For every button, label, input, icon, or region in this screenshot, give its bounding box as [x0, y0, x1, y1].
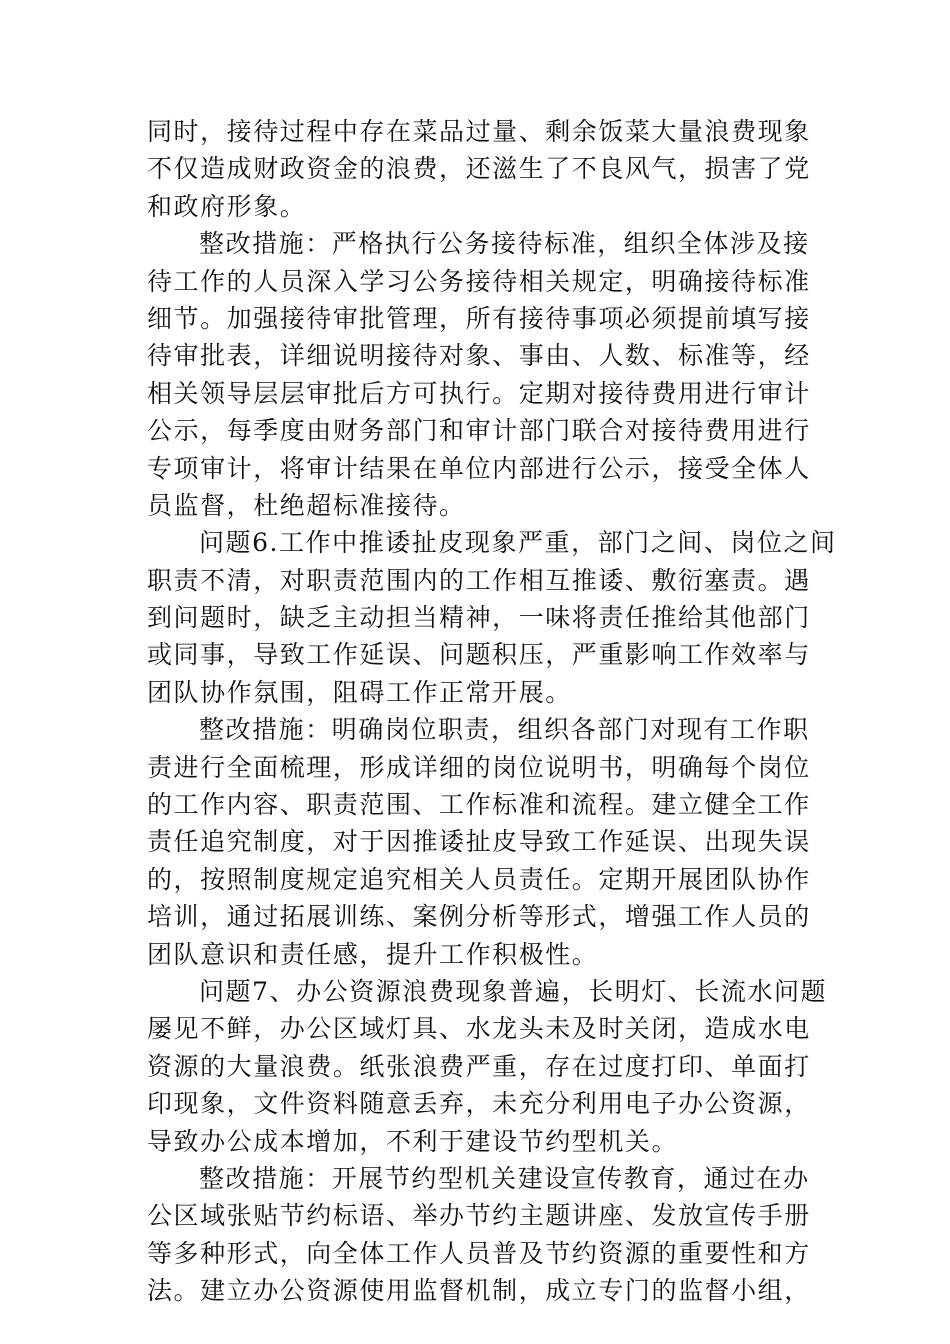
text-line: 职责不清，对职责范围内的工作相互推诿、敷衍塞责。遇: [147, 565, 811, 595]
text-line: 专项审计，将审计结果在单位内部进行公示，接受全体人: [147, 453, 811, 483]
text-line: 等多种形式，向全体工作人员普及节约资源的重要性和方: [147, 1238, 811, 1268]
text-line: 的工作内容、职责范围、工作标准和流程。建立健全工作: [147, 790, 811, 820]
text-line: 公区域张贴节约标语、举办节约主题讲座、发放宣传手册: [147, 1201, 811, 1231]
text-line: 团队意识和责任感，提升工作积极性。: [147, 939, 599, 969]
paragraph-start-line: 问题7、办公资源浪费现象普遍，长明灯、长流水问题: [199, 976, 828, 1006]
text-line: 导致办公成本增加，不利于建设节约型机关。: [147, 1126, 679, 1156]
text-line: 细节。加强接待审批管理，所有接待事项必须提前填写接: [147, 303, 811, 333]
text-line: 员监督，杜绝超标准接待。: [147, 490, 466, 520]
paragraph-start-line: 问题6.工作中推诿扯皮现象严重，部门之间、岗位之间: [199, 528, 837, 558]
paragraph-start-line: 整改措施：严格执行公务接待标准，组织全体涉及接: [199, 229, 810, 259]
text-line: 待审批表，详细说明接待对象、事由、人数、标准等，经: [147, 341, 811, 371]
text-line: 同时，接待过程中存在菜品过量、剩余饭菜大量浪费现象: [147, 117, 811, 146]
paragraph-start-line: 整改措施：明确岗位职责，组织各部门对现有工作职: [199, 715, 810, 745]
text-line: 或同事，导致工作延误、问题积压，严重影响工作效率与: [147, 640, 811, 670]
text-line: 屡见不鲜，办公区域灯具、水龙头未及时关闭，造成水电: [147, 1014, 811, 1044]
text-line: 公示，每季度由财务部门和审计部门联合对接待费用进行: [147, 416, 811, 446]
text-line: 不仅造成财政资金的浪费，还滋生了不良风气，损害了党: [147, 154, 811, 184]
text-line: 培训，通过拓展训练、案例分析等形式，增强工作人员的: [147, 902, 811, 932]
text-line: 印现象，文件资料随意丢弃，未充分利用电子办公资源，: [147, 1089, 811, 1119]
text-line: 相关领导层层审批后方可执行。定期对接待费用进行审计: [147, 378, 811, 408]
text-line: 待工作的人员深入学习公务接待相关规定，明确接待标准: [147, 266, 811, 296]
document-body: [147, 113, 837, 1310]
text-line: 责进行全面梳理，形成详细的岗位说明书，明确每个岗位: [147, 752, 811, 782]
text-line: 责任追究制度，对于因推诿扯皮导致工作延误、出现失误: [147, 827, 811, 857]
text-line: 到问题时，缺乏主动担当精神，一味将责任推给其他部门: [147, 603, 811, 633]
text-line: 法。建立办公资源使用监督机制，成立专门的监督小组，: [147, 1276, 811, 1306]
paragraph-start-line: 整改措施：开展节约型机关建设宣传教育，通过在办: [199, 1163, 810, 1193]
text-line: 资源的大量浪费。纸张浪费严重，存在过度打印、单面打: [147, 1051, 811, 1081]
text-line: 的，按照制度规定追究相关人员责任。定期开展团队协作: [147, 864, 811, 894]
text-line: 团队协作氛围，阻碍工作正常开展。: [147, 677, 572, 707]
text-line: 和政府形象。: [147, 191, 307, 221]
